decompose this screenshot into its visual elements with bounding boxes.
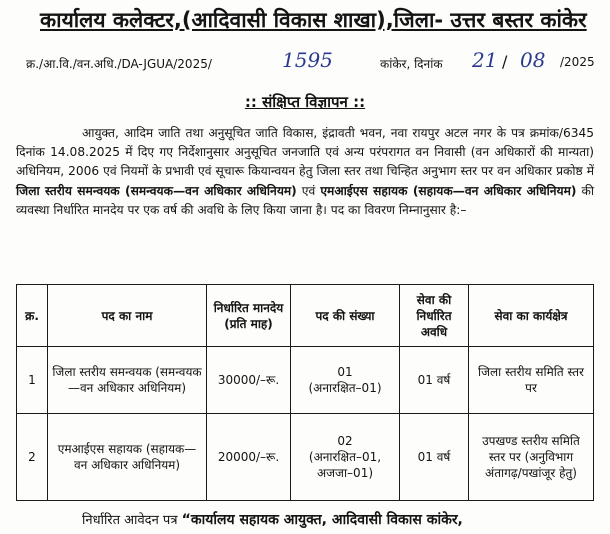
date-separator: / xyxy=(502,52,508,71)
body-text-3: की व्यवस्था निर्धारित मानदेय पर एक वर्ष की अवधि के लिए किया जाना है। पद का विवरण निम्नानुसार है:– xyxy=(16,183,594,217)
body-text-2: एवं xyxy=(301,183,316,198)
footer-line xyxy=(16,510,606,529)
body-text-1: आयुक्त, आदिम जाति तथा अनुसूचित जाति विकास, इंद्रावती भवन, नवा रायपुर अटल नगर के पत्र क्रमांक/6345 दिनांक 14.08.2025 में दिए गए निर्देशानुसार अनुसूचित जनजाति एवं अन्य परंपरागत वन निवासी (वन अधिकारों की मान्यता) अधिनियम, 2006 एवं नियमों के प्रभावी एवं सूचारू कियान्वयन हेतु जिला स्तर तथा चिन्हित अनुभाग स्तर पर वन अधिकार प्रकोष्ठ में xyxy=(16,126,594,179)
posts-table xyxy=(16,284,594,501)
cell-duration: 01 वर्ष xyxy=(400,347,469,414)
cell-post-count xyxy=(291,414,400,501)
reference-line xyxy=(12,48,602,76)
footer-bold: “कार्यालय सहायक आयुक्त, आदिवासी विकास कांकेर, xyxy=(181,512,463,528)
place-date-label: कांकेर, दिनांक xyxy=(380,57,443,71)
date-month-handwritten: 08 xyxy=(520,48,546,72)
reference-number-handwritten: 1595 xyxy=(282,48,333,72)
post-count-detail: (अनारक्षित–01, अजजा–01) xyxy=(308,450,382,480)
header-serial: क्र. xyxy=(17,285,48,347)
cell-work-area: जिला स्तरीय समिति स्तर पर xyxy=(469,347,594,414)
post-count-value: 02 xyxy=(337,434,353,448)
cell-serial: 1 xyxy=(17,347,48,414)
date-day-handwritten: 21 xyxy=(472,48,498,72)
body-paragraph xyxy=(16,124,594,220)
cell-honorarium: 30000/–रू. xyxy=(207,347,291,414)
body-bold-2: एमआईएस सहायक (सहायक—वन अधिकार अधिनियम) xyxy=(320,183,577,198)
table-header-row xyxy=(17,285,594,347)
reference-number: क्र./आ.वि./वन.अधि./DA-JGUA/2025/ xyxy=(26,57,212,71)
header-duration: सेवा की निर्धारित अवधि xyxy=(400,285,469,347)
table-row xyxy=(17,347,594,414)
cell-post-name: जिला स्तरीय समन्वयक (समन्वयक—वन अधिकार अधिनियम) xyxy=(48,347,207,414)
header-honorarium: निर्धारित मानदेय (प्रति माह) xyxy=(207,285,291,347)
cell-work-area: उपखण्ड स्तरीय समिति स्तर पर (अनुविभाग अंतागढ़/पखांजूर हेतु) xyxy=(469,414,594,501)
cell-post-count xyxy=(291,347,400,414)
cell-post-name: एमआईएस सहायक (सहायक—वन अधिकार अधिनियम) xyxy=(48,414,207,501)
cell-duration: 01 वर्ष xyxy=(400,414,469,501)
table-row xyxy=(17,414,594,501)
header-post-name: पद का नाम xyxy=(48,285,207,347)
cell-serial: 2 xyxy=(17,414,48,501)
office-title: कार्यालय कलेक्टर,(आदिवासी विकास शाखा),जिला- उत्तर बस्तर कांकेर xyxy=(40,8,587,32)
post-count-detail: (अनारक्षित–01) xyxy=(308,381,382,395)
post-count-value: 01 xyxy=(337,365,353,379)
notice-heading: :: संक्षिप्त विज्ञापन :: xyxy=(244,93,366,111)
header-work-area: सेवा का कार्यक्षेत्र xyxy=(469,285,594,347)
footer-text: निर्धारित आवेदन पत्र xyxy=(82,513,178,528)
body-bold-1: जिला स्तरीय समन्वयक (समन्वयक—वन अधिकार अधिनियम) xyxy=(16,183,297,198)
date-year: /2025 xyxy=(560,55,595,69)
cell-honorarium: 20000/–रू. xyxy=(207,414,291,501)
header-post-count: पद की संख्या xyxy=(291,285,400,347)
